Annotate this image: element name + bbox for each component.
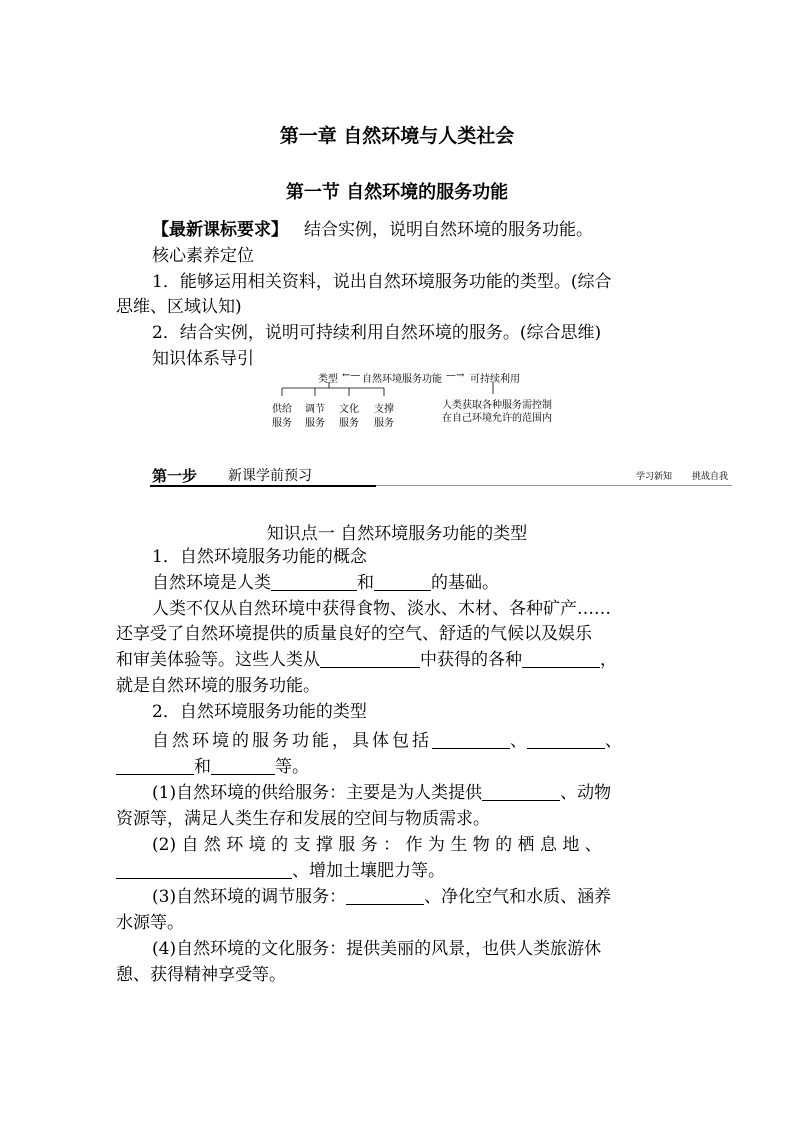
concept-para-line-2: 还享受了自然环境提供的质量良好的空气、舒适的气候以及娱乐 xyxy=(116,624,592,644)
blank-8[interactable] xyxy=(211,756,275,775)
item-4-line-1: (4)自然环境的文化服务：提供美丽的风景，也供人类旅游休 xyxy=(152,939,602,959)
arrow-left-icon: ←— xyxy=(342,370,361,381)
blank-10[interactable] xyxy=(116,860,292,879)
blank-1[interactable] xyxy=(271,572,357,591)
blank-5[interactable] xyxy=(432,730,510,749)
diagram-note-1: 人类获取各种服务需控制 xyxy=(442,400,552,411)
concept-para-line-4: 就是自然环境的服务功能。 xyxy=(116,676,320,696)
diagram-type-1-top: 供给 xyxy=(272,404,292,415)
step-right-b: 挑战自我 xyxy=(692,472,729,482)
curriculum-standard xyxy=(152,218,593,243)
diagram-type-4-top: 支撑 xyxy=(374,404,394,415)
core-literacy-item-1-cont: 思维、区域认知) xyxy=(116,297,242,317)
blank-9[interactable] xyxy=(482,782,560,801)
diagram-type-2-top: 调节 xyxy=(305,404,325,415)
concept-sentence: 自然环境是人类 和 的基础。 xyxy=(152,573,499,593)
types-sentence: 自然环境的服务功能，具体包括 、 、 xyxy=(152,731,622,751)
subsection-2-heading: 2．自然环境服务功能的类型 xyxy=(152,702,367,722)
step-underline xyxy=(150,485,376,487)
diagram-note-2: 在自己环境允许的范围内 xyxy=(442,413,552,424)
item-3-line-1: (3)自然环境的调节服务： 、净化空气和水质、涵养 xyxy=(152,887,612,907)
blank-7[interactable] xyxy=(116,756,194,775)
knowledge-diagram xyxy=(270,370,552,430)
blank-4[interactable] xyxy=(522,649,600,668)
blank-6[interactable] xyxy=(527,730,605,749)
item-2-line-1: (2) 自 然 环 境 的 支 撑 服 务 ： 作 为 生 物 的 栖 息 地 、 xyxy=(152,835,602,855)
item-1-line-2: 资源等，满足人类生存和发展的空间与物质需求。 xyxy=(116,809,490,829)
standard-text: 结合实例，说明自然环境的服务功能。 xyxy=(304,220,593,240)
chapter-title: 第一章 自然环境与人类社会 xyxy=(279,125,515,147)
diagram-center: 自然环境服务功能 xyxy=(362,374,442,385)
step-divider xyxy=(376,485,732,486)
diagram-right: 可持续利用 xyxy=(470,374,520,385)
item-1-line-1: (1)自然环境的供给服务：主要是为人类提供 、动物 xyxy=(152,783,612,803)
core-literacy-item-2: 2．结合实例，说明可持续利用自然环境的服务。(综合思维) xyxy=(152,323,602,343)
diagram-type-2-bottom: 服务 xyxy=(305,418,325,429)
step-right-a: 学习新知 xyxy=(636,472,673,482)
knowledge-point-title: 知识点一 自然环境服务功能的类型 xyxy=(266,524,528,544)
section-title: 第一节 自然环境的服务功能 xyxy=(285,182,509,203)
core-literacy-heading: 核心素养定位 xyxy=(152,246,254,266)
blank-2[interactable] xyxy=(374,572,431,591)
diagram-type-1-bottom: 服务 xyxy=(272,418,292,429)
subsection-1-heading: 1．自然环境服务功能的概念 xyxy=(152,547,367,567)
knowledge-system-heading: 知识体系导引 xyxy=(152,349,254,369)
diagram-type-3-bottom: 服务 xyxy=(339,418,359,429)
types-sentence-cont: 和 等。 xyxy=(116,755,309,780)
core-literacy-item-1: 1．能够运用相关资料，说出自然环境服务功能的类型。(综合 xyxy=(152,272,612,292)
step-label: 第一步 xyxy=(152,467,198,485)
step-title: 新课学前预习 xyxy=(228,468,312,484)
blank-11[interactable] xyxy=(346,886,424,905)
item-3-line-2: 水源等。 xyxy=(116,913,184,933)
diagram-type-4-bottom: 服务 xyxy=(374,418,394,429)
concept-para-line-1: 人类不仅从自然环境中获得食物、淡水、木材、各种矿产…… xyxy=(152,599,611,619)
diagram-type-3-top: 文化 xyxy=(339,404,359,415)
item-2-line-2: 、增加土壤肥力等。 xyxy=(116,859,445,884)
arrow-right-icon: —→ xyxy=(446,370,465,381)
item-4-line-2: 憩、获得精神享受等。 xyxy=(116,965,286,985)
concept-para-line-3: 和审美体验等。这些人类从 中获得的各种 ， xyxy=(116,650,617,670)
standard-label: 【最新课标要求】 xyxy=(152,220,288,240)
diagram-type: 类型 xyxy=(318,374,338,385)
blank-3[interactable] xyxy=(320,649,420,668)
step-bar xyxy=(150,463,732,487)
